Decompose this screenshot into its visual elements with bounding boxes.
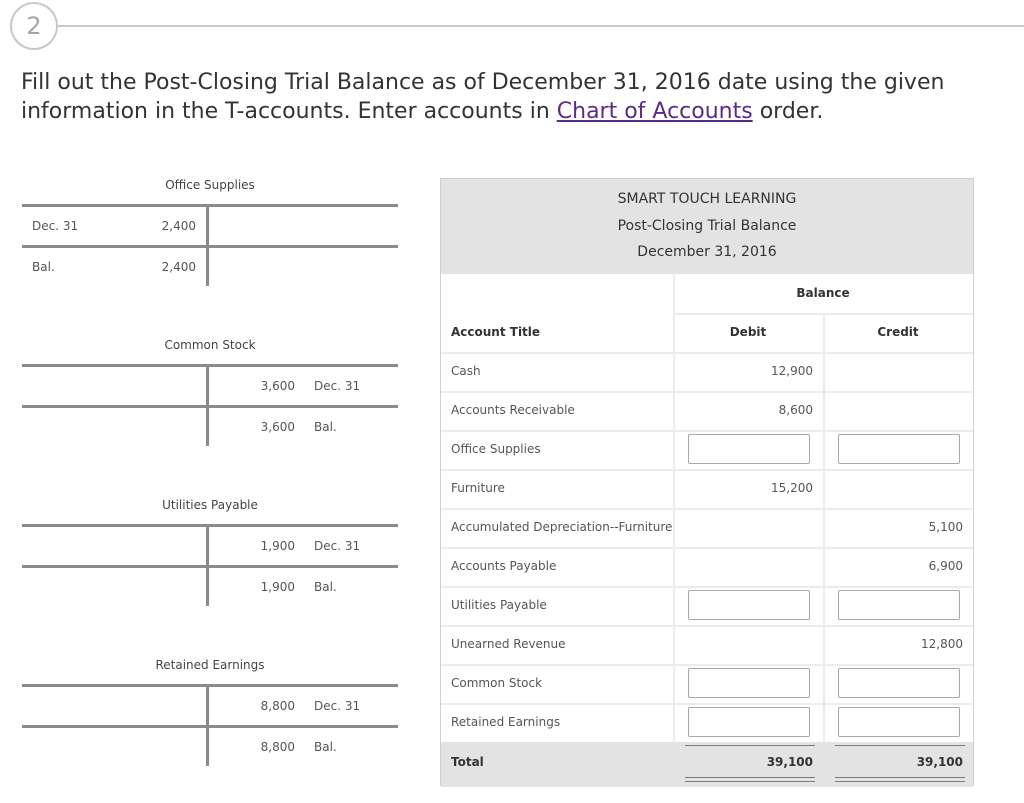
total-row <box>441 742 973 787</box>
credit-input[interactable] <box>838 434 960 464</box>
total-credit-rule <box>835 745 965 746</box>
t-account-center-rule <box>206 364 209 446</box>
company-name: SMART TOUCH LEARNING <box>617 191 797 207</box>
account-title-cell: Accounts Payable <box>451 559 557 573</box>
t-account-entry-amount: 3,600 <box>260 379 295 393</box>
t-account-entry-amount: 2,400 <box>161 260 196 274</box>
row-divider <box>441 547 973 549</box>
total-label: Total <box>451 755 484 769</box>
account-title-cell: Office Supplies <box>451 442 541 456</box>
t-account-title: Utilities Payable <box>162 498 258 512</box>
instructions-before-link: Fill out the Post-Closing Trial Balance as of December 31, 2016 date using the given information in the T-accounts. Enter accounts in <box>21 70 945 124</box>
t-account-entry-label: Bal. <box>314 740 337 754</box>
account-title-cell: Common Stock <box>451 676 543 690</box>
t-account-entry-label: Dec. 31 <box>314 699 361 713</box>
credit-cell: 6,900 <box>928 559 963 573</box>
t-account-balance-rule <box>22 725 398 728</box>
t-account-top-rule <box>22 684 398 687</box>
t-account-top-rule <box>22 204 398 207</box>
t-account-entry-label: Bal. <box>32 260 55 274</box>
t-account-entry-label: Bal. <box>314 420 337 434</box>
total-debit: 39,100 <box>766 755 813 769</box>
t-account-top-rule <box>22 524 398 527</box>
t-account-title: Retained Earnings <box>155 658 265 672</box>
t-account-entry-label: Dec. 31 <box>32 219 79 233</box>
credit-cell: 12,800 <box>921 637 963 651</box>
debit-input[interactable] <box>688 668 810 698</box>
t-account-title: Common Stock <box>164 338 256 352</box>
row-divider <box>441 508 973 510</box>
row-divider <box>441 391 973 393</box>
t-account-center-rule <box>206 524 209 606</box>
t-account-center-rule <box>206 204 209 286</box>
t-account-entry-amount: 1,900 <box>260 580 295 594</box>
t-account-balance-rule <box>22 405 398 408</box>
credit-input[interactable] <box>838 590 960 620</box>
t-account-entry-label: Dec. 31 <box>314 539 361 553</box>
row-divider <box>441 469 973 471</box>
row-divider <box>673 313 973 315</box>
debit-header: Debit <box>729 325 767 339</box>
debit-cell: 15,200 <box>771 481 813 495</box>
account-title-cell: Accounts Receivable <box>451 403 575 417</box>
credit-input[interactable] <box>838 707 960 737</box>
t-account-center-rule <box>206 684 209 766</box>
total-credit-double-rule <box>835 777 965 782</box>
total-credit: 39,100 <box>916 755 963 769</box>
row-divider <box>441 430 973 432</box>
t-account-title: Office Supplies <box>165 178 255 192</box>
instructions-after-link: order. <box>752 99 824 124</box>
t-account-entry-amount: 2,400 <box>161 219 196 233</box>
account-title-cell: Furniture <box>451 481 505 495</box>
account-title-cell: Utilities Payable <box>451 598 547 612</box>
row-divider <box>441 352 973 354</box>
instructions-text <box>21 68 1011 126</box>
debit-input[interactable] <box>688 434 810 464</box>
t-account-entry-amount: 3,600 <box>260 420 295 434</box>
t-account-balance-rule <box>22 245 398 248</box>
credit-cell: 5,100 <box>928 520 963 534</box>
row-divider <box>441 664 973 666</box>
t-account-entry-amount: 8,800 <box>260 740 295 754</box>
t-account-entry-label: Bal. <box>314 580 337 594</box>
t-account-balance-rule <box>22 565 398 568</box>
balance-header: Balance <box>796 286 850 300</box>
t-account-entry-label: Dec. 31 <box>314 379 361 393</box>
t-account-entry-amount: 8,800 <box>260 699 295 713</box>
debit-cell: 12,900 <box>771 364 813 378</box>
chart-of-accounts-link[interactable]: Chart of Accounts <box>556 99 753 124</box>
account-title-cell: Accumulated Depreciation--Furniture <box>451 520 673 534</box>
row-divider <box>441 586 973 588</box>
debit-input[interactable] <box>688 707 810 737</box>
step-divider <box>58 25 1024 27</box>
t-account-top-rule <box>22 364 398 367</box>
credit-header: Credit <box>877 325 919 339</box>
account-title-header: Account Title <box>451 325 541 339</box>
report-date: December 31, 2016 <box>637 244 777 260</box>
account-title-cell: Retained Earnings <box>451 715 561 729</box>
t-account-entry-amount: 1,900 <box>260 539 295 553</box>
total-debit-double-rule <box>685 777 815 782</box>
credit-input[interactable] <box>838 668 960 698</box>
debit-cell: 8,600 <box>778 403 813 417</box>
row-divider <box>441 703 973 705</box>
trial-balance-panel <box>440 178 974 786</box>
report-title: Post-Closing Trial Balance <box>617 218 797 234</box>
account-title-cell: Unearned Revenue <box>451 637 566 651</box>
trial-balance-header <box>441 179 973 274</box>
debit-input[interactable] <box>688 590 810 620</box>
account-title-cell: Cash <box>451 364 481 378</box>
total-debit-rule <box>685 745 815 746</box>
row-divider <box>441 625 973 627</box>
step-number-badge <box>10 2 58 50</box>
step-number: 2 <box>26 12 42 40</box>
